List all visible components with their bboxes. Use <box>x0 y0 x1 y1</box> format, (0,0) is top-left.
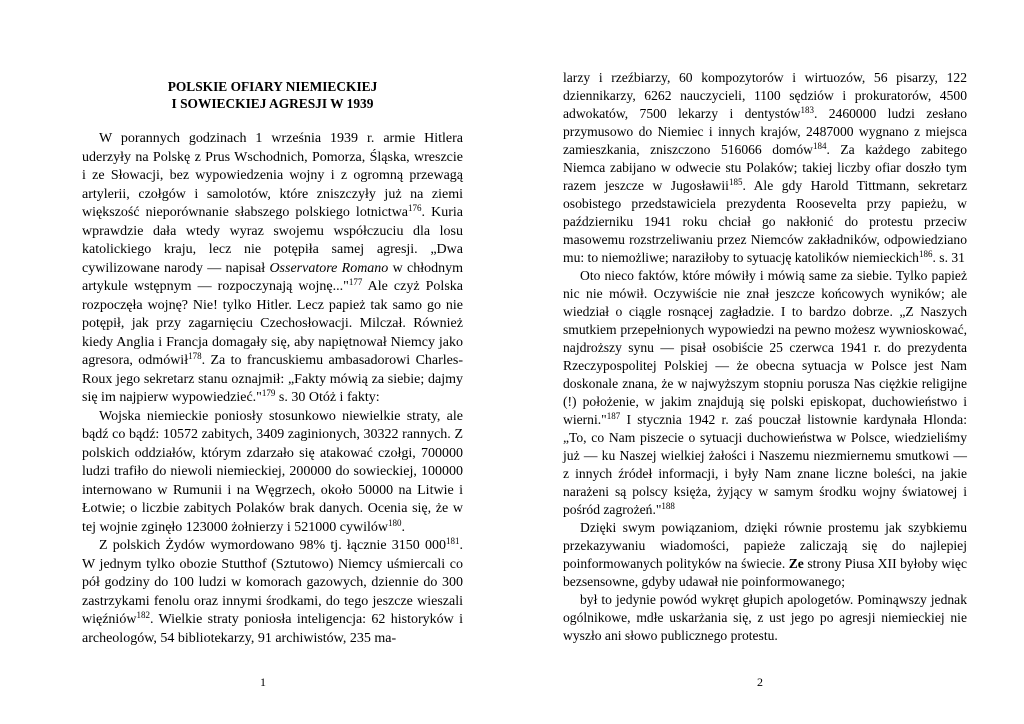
text-run: . W jednym tylko obozie Stutthof (Sztutowo) Niemcy uśmiercali co pół godziny do 100 ludzi w komorach gazowych, dziennie do 300 zastrzykami fenolu oraz innymi środkami, do tego jeszcze wieszali więźniów <box>82 538 463 628</box>
text-run: . Kuria wprawdzie dała wtedy wyraz swojemu współczuciu dla losu katolickiego kraju, lecz nie potępiła samej agresji. „Dwa cywilizowane narody — napisał <box>82 205 463 276</box>
right-page <box>512 0 1024 724</box>
chapter-title-line-1: POLSKIE OFIARY NIEMIECKIEJ <box>167 79 378 94</box>
paragraph <box>563 267 967 519</box>
text-run: Wojska niemieckie poniosły stosunkowo niewielkie straty, ale bądź co bądź: 10572 zabitych, 3409 zaginionych, 30322 rannych. Z polskich oddziałów, którym zdarzało się atakować czołgi, 700000 ludzi trafiło do niewoli niemieckiej, 200000 do sowieckiej, 100000 internowano w Rumunii i na Węgrzech, około 50000 na Litwie i Łotwie; o liczbie zabitych Polaków brak danych. Ocenia się, że w tej wojnie zginęło 123000 żołnierzy i 521000 cywilów <box>82 408 463 535</box>
paragraph <box>82 130 463 408</box>
text-run: . Ale gdy Harold Tittmann, sekretarz osobistego przedstawiciela prezydenta Roosevelta przy papieżu, w październiku 1941 roku chciał go nakłonić do protestu przeciw masowemu rozstrzeliwaniu przez Niemców zakładników, odpowiedziano mu: to niemożliwe; naraziłoby to sytuację katolików niemieckich <box>563 178 967 265</box>
footnote-ref: 178 <box>188 351 202 362</box>
chapter-title-line-2: I SOWIECKIEJ AGRESJI W 1939 <box>171 96 374 111</box>
footnote-ref: 182 <box>136 610 150 621</box>
text-run: . s. 31 <box>932 250 965 265</box>
footnote-ref: 176 <box>408 203 422 214</box>
text-run: w chłodnym artykule wstępnym — rozpoczynają wojnę..." <box>82 260 463 295</box>
footnote-ref: 187 <box>606 411 621 421</box>
text-run: . Za to francuskiemu ambasadorowi Charles-Roux jego sekretarz stanu oznajmił: „Fakty mówią za siebie; dajmy się im najpierw wypowiedzieć." <box>82 353 463 406</box>
footnote-ref: 186 <box>918 249 933 259</box>
paragraph <box>563 69 967 267</box>
page-number: 1 <box>260 675 266 689</box>
footnote-ref: 188 <box>661 501 675 511</box>
footnote-ref: 185 <box>728 177 743 187</box>
left-page-text <box>82 130 463 648</box>
text-run: larzy i rzeźbiarzy, 60 kompozytorów i wirtuozów, 56 pisarzy, 122 dziennikarzy, 6262 nauczycieli, 1100 sędziów i prokuratorów, 4500 adwokatów, 7500 lekarzy i dentystów <box>563 70 967 121</box>
footnote-ref: 180 <box>388 517 402 528</box>
paragraph <box>82 537 463 648</box>
text-run: I stycznia 1942 r. zaś pouczał listownie kardynała Hlonda: „To, co Nam piszecie o sytuacji duchowieństwa w Polsce, wiedzieliśmy już — ku Naszej wielkiej żałości i Naszemu niezmiernemu smutkowi — z innych źródeł informacji, i były Nam znane liczne boleści, na jakie narażeni są polscy księża, żyjący w samym środku wojny światowej i pośród zagrożeń." <box>563 412 967 517</box>
footnote-ref: 184 <box>813 141 827 151</box>
text-run: W porannych godzinach 1 września 1939 r. armie Hitlera uderzyły na Polskę z Prus Wschodnich, Pomorza, Śląska, wreszcie i ze Słowacji, bez wypowiedzenia wojny i z ogromną przewagą artylerii, czołgów i samolotów, które zniszczyły już na ziemi większość nieporównanie słabszego polskiego lotnictwa <box>82 131 463 221</box>
text-run: s. 30 Otóż i fakty: <box>275 390 380 406</box>
text-run: . <box>401 519 405 535</box>
footnote-ref: 183 <box>800 105 814 115</box>
footnote-ref: 177 <box>348 277 363 288</box>
page-number: 2 <box>757 675 763 689</box>
text-run: strony Piusa XII byłoby więc bezsensowne, gdyby udawał nie poinformowanego; <box>563 556 967 589</box>
bold-run: Ze <box>788 556 804 571</box>
publication-title: Osservatore Romano <box>269 260 389 276</box>
text-run: był to jedynie powód wykręt głupich apologetów. Pominąwszy jednak ogólnikowe, mdłe uskarżania się, z ust jego po agresji niemieckiej nie wyszło ani słowo publicznego protestu. <box>563 592 967 643</box>
text-run: Ale czyż Polska rozpoczęła wojnę? Nie! tylko Hitler. Lecz papież tak samo go nie potępił, jak przy zagarnięciu Czechosłowacji. Milczał. Również kiedy Anglia i Francja domagały się, aby napiętnował Niemcy jako agresora, odmówił <box>82 279 463 369</box>
text-run: Oto nieco faktów, które mówiły i mówią same za siebie. Tylko papież nic nie mówił. Oczywiście nie znał jeszcze końcowych wyników; ale wiedział o ciągle rosnącej zagładzie. I to bardzo dobrze. „Z Naszych smutkiem przepełnionych wypowiedzi na pewno możesz wywnioskować, najdroższy synu — pisał osobiście 25 czerwca 1941 r. do prezydenta Rzeczypospolitej Polskiej — że obecna sytuacja w Polsce jest Nam doskonale znana, że w najwyższym stopniu porusza Nas ciężkie religijne (!) położenie, w jakim znajdują się polski episkopat, duchowieństwo i wierni." <box>563 268 967 427</box>
footnote-ref: 179 <box>261 388 276 399</box>
footnote-ref: 181 <box>446 536 460 547</box>
text-run: Dzięki swym powiązaniom, dzięki równie prostemu jak szybkiemu przekazywaniu wiadomości, papieże zaliczają się do najlepiej poinformowanych polityków na świecie. <box>563 520 967 571</box>
paragraph <box>82 408 463 538</box>
paragraph <box>563 591 967 645</box>
text-run: . Wielkie straty poniosła inteligencja: 62 historyków i archeologów, 54 bibliotekarzy, 91 archiwistów, 235 ma- <box>82 612 463 646</box>
paragraph <box>563 519 967 591</box>
chapter-title <box>82 78 463 112</box>
right-page-text <box>563 69 967 645</box>
text-run: . 2460000 ludzi zesłano przymusowo do Niemiec i innych krajów, 2487000 wygnano z miejsca zamieszkania, zniszczono 516066 domów <box>563 106 967 157</box>
text-run: . Za każdego zabitego Niemca zabijano w odwecie stu Polaków; takiej liczby ofiar doszło tym razem jeszcze w Jugosławii <box>563 142 967 193</box>
text-run: Z polskich Żydów wymordowano 98% tj. łącznie 3150 000 <box>99 538 446 554</box>
